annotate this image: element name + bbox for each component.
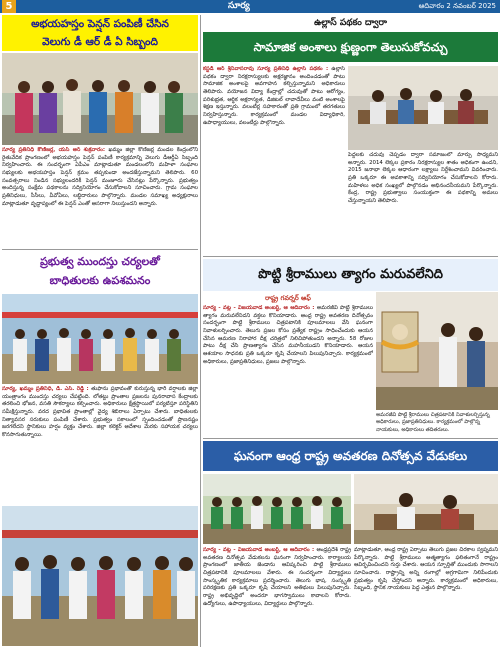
story4-photo — [376, 292, 498, 410]
story3-body — [203, 66, 345, 214]
story1-body — [2, 147, 198, 247]
story3-text: ఉల్లాస్ పథకం ద్వారా నిరక్షరాస్యులకు అక్షరజ్ఞానం అందించడంతో పాటు సామాజిక అంశాలపై అవగాహన కల్పిస్తున్నామని అధికారులు తెలిపారు. వయోజన విద్యా కేంద్రాల్లో చదువుతో పాటు ఆరోగ్యం, పరిశుభ్రత, ఆర్థిక అక్షరాస్యత, డిజిటల్ లావాదేవీలు వంటి అంశాలపై శిక్షణ ఇస్తున్నారు. వలంటీర్ల సహకారంతో ప్రతి గ్రామంలో తరగతులు నిర్వహిస్తున్నారు. కార్యక్రమంలో మండల విద్యాధికారి, ఉపాధ్యాయులు, వలంటీర్లు పాల్గొన్నారు. — [203, 66, 345, 126]
story3-headline: సామాజిక అంశాలు క్షుణ్ణంగా తెలుసుకోవచ్చు — [203, 32, 498, 62]
story5-text: ఆంధ్రప్రదేశ్ రాష్ట్ర అవతరణ దినోత్సవ వేడుకలను ఘనంగా నిర్వహించారు. కార్యాలయ ప్రాంగణంలో జాతీయ జెండాను ఆవిష్కరించి పొట్టి శ్రీరాములు చిత్రపటానికి పూలమాలలు వేశారు. ఈ సందర్భంగా విద్యార్థులు సాంస్కృతిక కార్యక్రమాలు ప్రదర్శించారు. తెలుగు భాష, సంస్కృతి పరిరక్షణకు ప్రతి ఒక్కరూ కృషి చేయాలని అతిథులు పిలుపునిచ్చారు. రాష్ట్ర అభివృద్ధిలో అందరూ భాగస్వాములు కావాలని కోరారు. ఉద్యోగులు, ఉపాధ్యాయులు, విద్యార్థులు పాల్గొన్నారు. — [203, 547, 351, 607]
story5-photo-right — [354, 474, 498, 544]
story3-kicker: ఉల్లాస్ పథకం ద్వారా — [314, 18, 387, 28]
story3-text2: పెద్దలకు చదువు చెప్పడం ద్వారా సమాజంలో మార్పు సాధ్యమని అన్నారు. 2014 లెక్కల ప్రకారం నిరక్షరాస్యుల శాతం అధికంగా ఉందని, 2015 జనాభా లెక్కల ఆధారంగా లక్ష్యాలు నిర్దేశించామని వివరించారు. ప్రతి ఒక్కరూ ఈ అవకాశాన్ని సద్వినియోగం చేసుకోవాలని కోరారు. మహిళలు అధిక సంఖ్యలో పాల్గొనడం అభినందనీయమని పేర్కొన్నారు. కేంద్ర, రాష్ట్ర ప్రభుత్వాలు సంయుక్తంగా ఈ పథకాన్ని అమలు చేస్తున్నాయని తెలిపారు. — [348, 152, 498, 205]
story5-text2: మాట్లాడుతూ, ఆంధ్ర రాష్ట్ర ఏర్పాటు తెలుగు ప్రజల చిరకాల స్వప్నమని పేర్కొన్నారు. పొట్టి శ్రీరాములు ఆత్మత్యాగం ఫలితంగానే రాష్ట్రం ఆవిర్భవించిందని గుర్తు చేశారు. ఆయన స్ఫూర్తితో ముందుకు సాగాలని సూచించారు. రాష్ట్రాన్ని అన్ని రంగాల్లో అగ్రగామిగా నిలిపేందుకు ప్రభుత్వం కృషి చేస్తోందని అన్నారు. కార్యక్రమంలో అధికారులు, సిబ్బంది, స్థానిక నాయకులు పెద్ద ఎత్తున పాల్గొన్నారు. — [354, 547, 498, 592]
story2-text: తుఫాను ప్రభావంతో కురుస్తున్న భారీ వర్షాలకు జిల్లా యంత్రాంగం ముందస్తు చర్యలు చేపట్టింది. లోతట్టు ప్రాంతాల ప్రజలను పునరావాస కేంద్రాలకు తరలించి భోజన, వసతి సౌకర్యాలు కల్పించారు. అధికారులు క్షేత్రస్థాయిలో పర్యటిస్తూ పరిస్థితిని సమీక్షిస్తున్నారు. వరద ప్రభావిత ప్రాంతాల్లో వైద్య శిబిరాలు ఏర్పాటు చేశారు. బాధితులకు నిత్యావసర సరుకులు పంపిణీ చేశారు. ప్రభుత్వం సకాలంలో స్పందించడంతో ప్రాణనష్టం జరగలేదని స్థానికులు హర్షం వ్యక్తం చేశారు. జిల్లా కలెక్టర్ ఆదేశాల మేరకు సహాయక చర్యలు కొనసాగుతున్నాయి. — [2, 386, 198, 439]
story1-text: ఖమ్మం జిల్లా కొణిజర్ల మండల కేంద్రంలోని రైతువేదిక ప్రాంగణంలో అభయహస్తం పెన్షన్ పంపిణీ కార్యక్రమాన్ని వెలుగు డీఆర్డీఏ సిబ్బంది నిర్వహించారు. ఈ సందర్భంగా ఏపీఎం మాట్లాడుతూ మండలంలోని మహిళా సంఘాల సభ్యులకు అభయహస్తం పెన్షన్ క్రమం తప్పకుండా అందజేస్తున్నామని తెలిపారు. 60 సంవత్సరాలు నిండిన సభ్యులందరికీ పెన్షన్ మంజూరు చేసినట్లు పేర్కొన్నారు. ప్రభుత్వం అందిస్తున్న సంక్షేమ పథకాలను సద్వినియోగం చేసుకోవాలని సూచించారు. గ్రామ సంఘాల ప్రతినిధులు, సీసీలు, వీవోఏలు, లబ్ధిదారులు పాల్గొన్నారు. మండల సమాఖ్య అధ్యక్షురాలు మాట్లాడుతూ వృద్ధాప్యంలో ఈ పెన్షన్ ఎంతో ఆసరాగా నిలుస్తుందని అన్నారు. — [2, 147, 198, 207]
story4-body — [203, 305, 373, 435]
story5-body — [203, 547, 351, 647]
story5-lead: సూర్య - వట్ల - విజయవాడ అంబర్ట్, ఆ ఆదివారం : — [203, 547, 317, 553]
story2-photo-bottom — [2, 506, 198, 646]
story4-text: అమరజీవి పొట్టి శ్రీరాములు త్యాగం మరువలేనిదని వక్తలు కొనియాడారు. ఆంధ్ర రాష్ట్ర అవతరణ దినోత్సవం సందర్భంగా పొట్టి శ్రీరాములు చిత్రపటానికి పూలమాలలు వేసి ఘనంగా నివాళులర్పించారు. తెలుగు ప్రజల కోసం ప్రత్యేక రాష్ట్రం సాధించేందుకు ఆయన చేసిన ఆమరణ నిరాహార దీక్ష చరిత్రలో నిలిచిపోతుందని అన్నారు. 58 రోజుల పాటు దీక్ష చేసి ప్రాణత్యాగం చేసిన మహనీయుడని కొనియాడారు. ఆయన ఆశయాల సాధనకు ప్రతి ఒక్కరూ కృషి చేయాలని పిలుపునిచ్చారు. కార్యక్రమంలో అధికారులు, ప్రజాప్రతినిధులు, ప్రజలు పాల్గొన్నారు. — [203, 305, 373, 365]
story2-headline-line2: బాధితులకు ఉపశమనం — [49, 274, 151, 287]
story4-caption: అమరజీవి పొట్టి శ్రీరాములు చిత్రపటానికి నివాళులర్పిస్తున్న అధికారులు, ప్రజాప్రతినిధులు. కార్యక్రమంలో పాల్గొన్న నాయకులు, అధికారులు తదితరులు. — [376, 412, 490, 433]
story2-lead: సూర్య, ఖమ్మం ప్రతినిధి, డి. ఎస్. రెడ్డి : — [2, 386, 92, 392]
column-separator — [200, 15, 201, 647]
story5-body-continued — [354, 547, 498, 647]
story2-body — [2, 386, 198, 504]
story1-photo — [2, 53, 198, 145]
story5-photo-left — [203, 474, 351, 544]
story1-headline-line1: అభయహస్తం పెన్షన్ పంపిణీ చేసిన — [31, 18, 169, 30]
story3-photo — [348, 66, 498, 150]
story3-lead: కస్టడీ ఆర్ శ్రీనివాసరావు సూర్య ప్రతినిధి ఉల్లాస్ పథకం : — [203, 66, 332, 72]
story1-headline-line2: వెలుగు డీ ఆర్ డీ ఏ సిబ్బంది — [42, 36, 158, 48]
page-number: 5 — [2, 0, 16, 13]
story3-body-continued — [348, 152, 498, 252]
story4-lead: సూర్య - వట్ల - విజయవాడ అంబర్ట్, ఆ ఆదివారం : — [203, 305, 317, 311]
story2-headline-line1: ప్రభుత్వ ముందస్తు చర్యలతో — [40, 255, 160, 268]
story2-photo-top — [2, 294, 198, 384]
divider — [2, 249, 198, 250]
dateline: ఆదివారం 2 నవంబర్ 2025 — [418, 2, 496, 10]
story1-headline — [2, 15, 198, 51]
divider — [203, 256, 498, 257]
masthead: సూర్య — [228, 1, 250, 11]
divider — [203, 438, 498, 439]
story1-lead: సూర్య ప్రతినిధి కొణిజర్ల, యస్ అర్ శుక్రవారం: — [2, 147, 109, 153]
story5-headline: ఘనంగా ఆంధ్ర రాష్ట్ర అవతరణ దినోత్సవ వేడుకలు — [203, 441, 498, 471]
story4-headline: పొట్టి శ్రీరాములు త్యాగం మరువలేనిది — [203, 259, 498, 291]
story2-headline — [2, 252, 198, 292]
story4-subhead: రాష్ట్ర గవర్నర్ ఆఫ్ — [265, 294, 311, 302]
